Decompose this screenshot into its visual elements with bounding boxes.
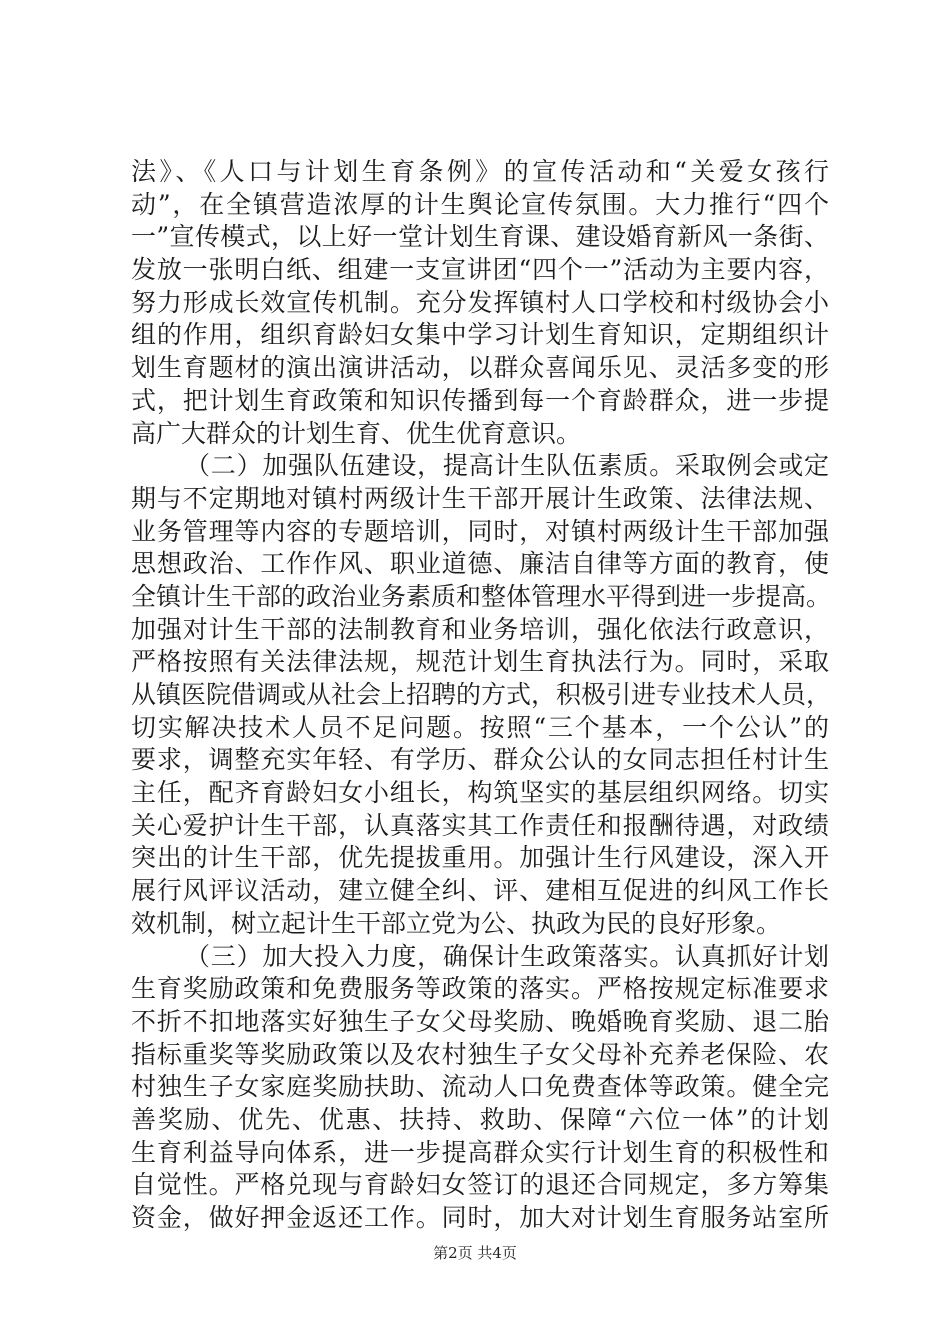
page-number-footer: 第2页 共4页	[433, 1244, 517, 1262]
text-line: 从镇医院借调或从社会上招聘的方式，积极引进专业技术人员，	[131, 680, 832, 709]
text-line: 发放一张明白纸、组建一支宣讲团“四个一”活动为主要内容，	[131, 255, 829, 285]
text-line: 要求，调整充实年轻、有学历、群众公认的女同志担任村计生	[131, 745, 829, 775]
text-line: 生育奖励政策和免费服务等政策的落实。严格按规定标准要求	[131, 974, 829, 1004]
text-line: 指标重奖等奖励政策以及农村独生子女父母补充养老保险、农	[131, 1039, 829, 1069]
text-line: 期与不定期地对镇村两级计生干部开展计生政策、法律法规、	[131, 483, 829, 513]
text-line: 全镇计生干部的政治业务素质和整体管理水平得到进一步提高。	[131, 581, 832, 611]
text-line: 组的作用，组织育龄妇女集中学习计划生育知识，定期组织计	[131, 320, 829, 350]
text-line: 关心爱护计生干部，认真落实其工作责任和报酬待遇，对政绩	[131, 810, 829, 840]
text-line: 切实解决技术人员不足问题。按照“三个基本，一个公认”的	[131, 712, 829, 742]
text-line: 努力形成长效宣传机制。充分发挥镇村人口学校和村级协会小	[131, 287, 829, 317]
text-line: 善奖励、优先、优惠、扶持、救助、保障“六位一体”的计划	[131, 1104, 829, 1134]
document-body	[131, 156, 832, 1235]
text-line: 自觉性。严格兑现与育龄妇女签订的退还合同规定，多方筹集	[131, 1170, 829, 1200]
paragraph-start-line: （三）加大投入力度，确保计生政策落实。认真抓好计划	[185, 941, 829, 971]
text-line: 生育利益导向体系，进一步提高群众实行计划生育的积极性和	[131, 1137, 829, 1167]
text-line: 资金，做好押金返还工作。同时，加大对计划生育服务站室所	[131, 1203, 829, 1232]
text-line: 划生育题材的演出演讲活动，以群众喜闻乐见、灵活多变的形	[131, 353, 829, 383]
text-line: 动”，在全镇营造浓厚的计生舆论宣传氛围。大力推行“四个	[131, 189, 829, 219]
text-line: 式，把计划生育政策和知识传播到每一个育龄群众，进一步提	[131, 385, 829, 415]
text-line: 不折不扣地落实好独生子女父母奖励、晚婚晚育奖励、退二胎	[131, 1006, 829, 1036]
text-line: 效机制，树立起计生干部立党为公、执政为民的良好形象。	[131, 908, 782, 938]
paragraph-start-line: （二）加强队伍建设，提高计生队伍素质。采取例会或定	[185, 451, 829, 481]
text-line: 突出的计生干部，优先提拔重用。加强计生行风建设，深入开	[131, 843, 829, 873]
text-line: 法》、《人口与计划生育条例》的宣传活动和“关爱女孩行	[131, 157, 829, 186]
text-line: 业务管理等内容的专题培训，同时，对镇村两级计生干部加强	[131, 516, 829, 546]
text-line: 高广大群众的计划生育、优生优育意识。	[131, 418, 582, 448]
text-line: 村独生子女家庭奖励扶助、流动人口免费查体等政策。健全完	[131, 1072, 829, 1102]
text-line: 思想政治、工作作风、职业道德、廉洁自律等方面的教育，使	[131, 549, 829, 579]
text-line: 加强对计生干部的法制教育和业务培训，强化依法行政意识，	[131, 614, 829, 644]
text-line: 展行风评议活动，建立健全纠、评、建相互促进的纠风工作长	[131, 876, 829, 906]
text-line: 一”宣传模式，以上好一堂计划生育课、建设婚育新风一条街、	[131, 222, 829, 252]
text-line: 主任，配齐育龄妇女小组长，构筑坚实的基层组织网络。切实	[131, 778, 829, 808]
text-line: 严格按照有关法律法规，规范计划生育执法行为。同时，采取	[131, 647, 829, 677]
